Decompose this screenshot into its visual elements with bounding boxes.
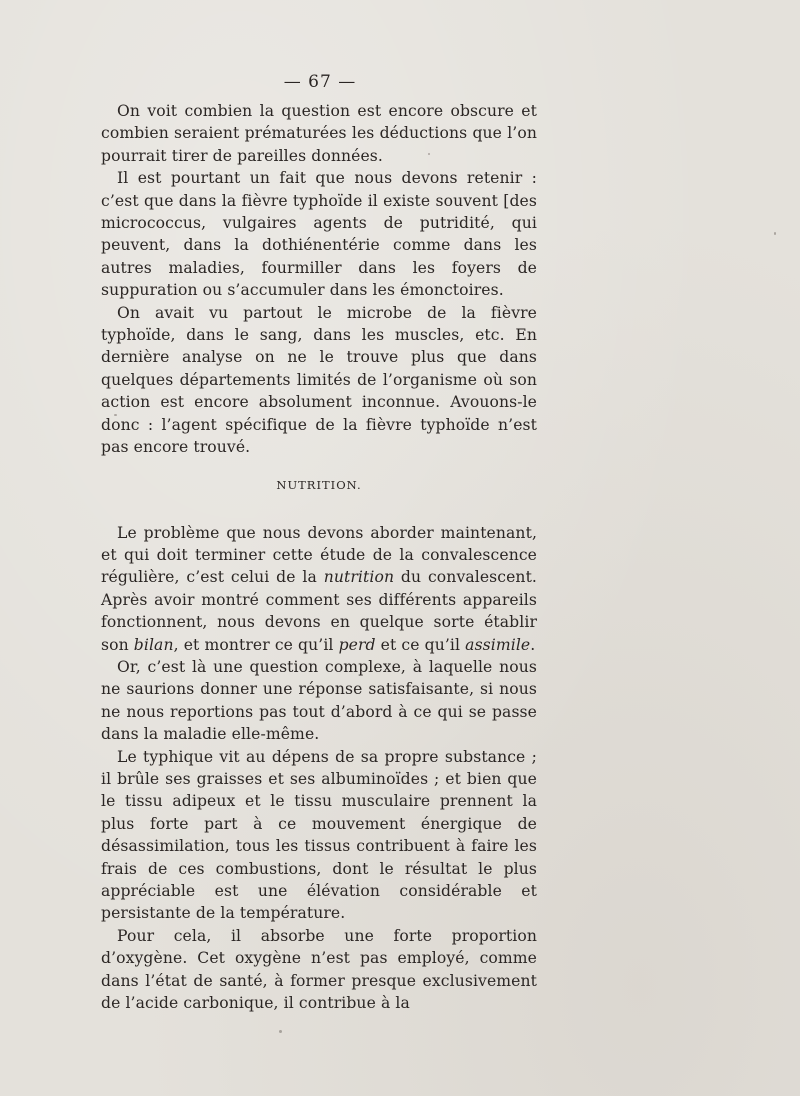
paragraph-4-text-e: .: [530, 635, 536, 654]
paragraph-4: [101, 522, 537, 656]
term-bilan: bilan: [133, 635, 174, 654]
section-heading: NUTRITION.: [276, 477, 362, 492]
body-text: [101, 100, 537, 1014]
paragraph-3: On avait vu partout le microbe de la fièvre typhoïde, dans le sang, dans les muscles, etc. En dernière analyse on ne le trouve plus que dans quelques départements limités de l’organisme où son action est encore absolument inconnue. Avouons-le donc : l’agent spécifique de la fièvre typhoïde n’est pas encore trouvé.: [101, 303, 537, 457]
paragraph-4-text-d: et ce qu’il: [375, 635, 466, 654]
paragraph-7: Pour cela, il absorbe une forte proportion d’oxygène. Cet oxygène n’est pas employé, comme dans l’état de santé, à former presque exclusivement de l’acide carbonique, il contribue à la: [101, 926, 537, 1013]
paper-speck: [279, 1030, 282, 1033]
paragraph-2: Il est pourtant un fait que nous devons retenir : c’est que dans la fièvre typhoïde il existe souvent [des micrococcus, vulgaires agents de putridité, qui peuvent, dans la dothiénentérie comme dans les autres maladies, fourmiller dans les foyers de suppuration ou s’accumuler dans les émonctoires.: [101, 169, 537, 300]
paragraph-4-text-c: , et montrer ce qu’il: [173, 635, 339, 654]
paper-speck: [114, 414, 117, 416]
paragraph-1: On voit combien la question est encore obscure et combien seraient prématurées les déductions que l’on pourrait tirer de pareilles données.: [101, 102, 537, 165]
paragraph-4-text-b: du convalescent. Après avoir montré comment ses différents appareils fonctionnent, nous devons en quelque sorte établir son: [101, 568, 537, 654]
term-nutrition: nutrition: [323, 568, 395, 587]
paragraph-4-text-a: Le problème que nous devons aborder maintenant, et qui doit terminer cette étude de la convalescence régulière, c’est celui de la: [101, 523, 537, 587]
term-perd: perd: [338, 635, 376, 654]
paper-speck: [774, 232, 776, 235]
paragraph-5: Or, c’est là une question complexe, à laquelle nous ne saurions donner une réponse satisfaisante, si nous ne nous reportions pas tout d’abord à ce qui se passe dans la maladie elle-même.: [101, 657, 537, 744]
paragraph-6: Le typhique vit au dépens de sa propre substance ; il brûle ses graisses et ses albuminoïdes ; et bien que le tissu adipeux et le tissu musculaire prennent la plus forte part à ce mouvement énergique de désassimilation, tous les tissus contribuent à faire les frais de ces combustions, dont le résultat le plus appréciable est une élévation considérable et persistante de la température.: [101, 747, 537, 923]
page-number: — 67 —: [283, 72, 357, 92]
term-assimile: assimile: [465, 635, 531, 654]
paper-speck: [428, 153, 430, 155]
